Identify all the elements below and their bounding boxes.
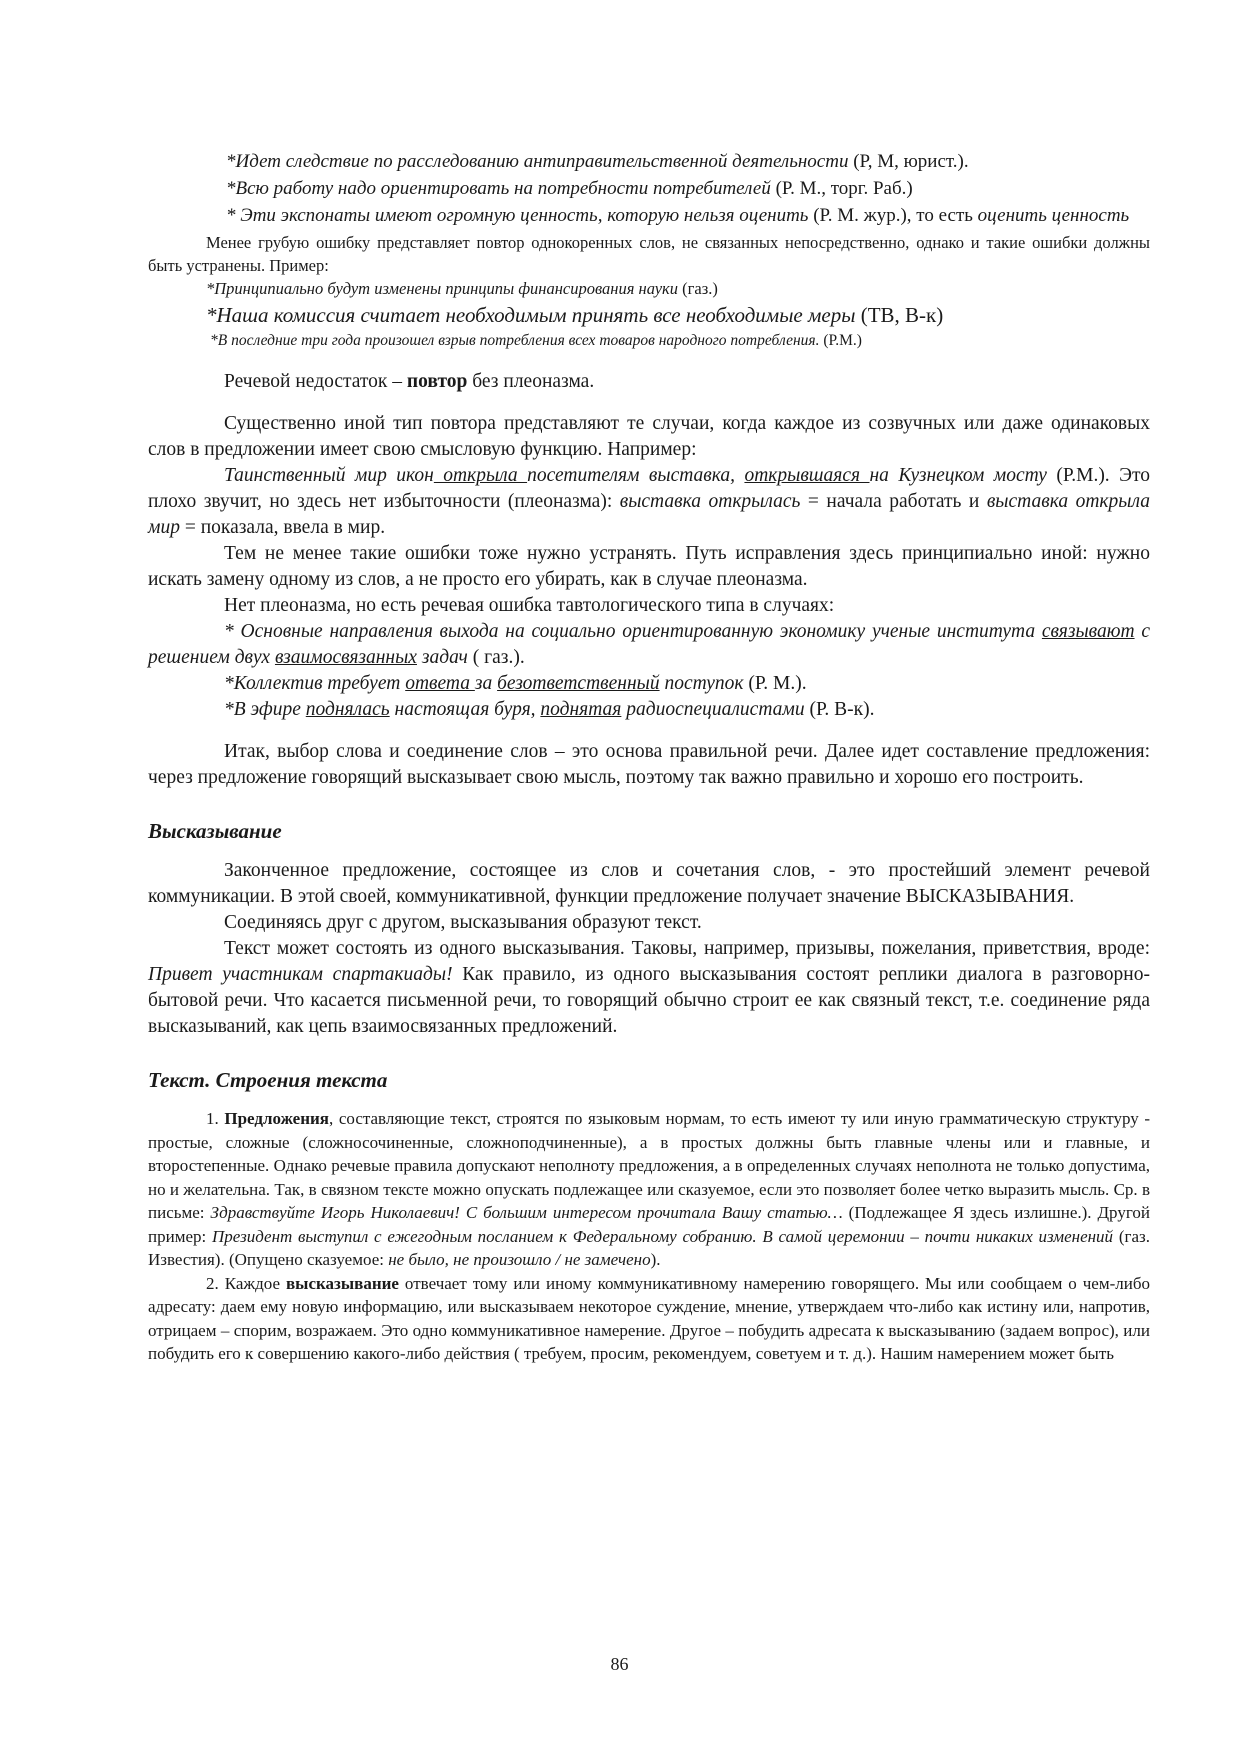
defect-line: Речевой недостаток – повтор без плеоназма. (224, 371, 595, 392)
section-heading: Текст. Строения текста (148, 1068, 388, 1092)
example-line: *В последние три года произошел взрыв потребления всех товаров народного потребления. (Р.М.) (210, 332, 862, 349)
paragraph: Соединяясь друг с другом, высказывания образуют текст. (224, 912, 702, 933)
example-line: *Всю работу надо ориентировать на потребности потребителей (Р. М., торг. Раб.) (226, 178, 913, 199)
paragraph: 1. Предложения, составляющие текст, строятся по языковым нормам, то есть имеют ту или иную грамматическую структуру - простые, сложные (сложносочиненные, сложноподчиненные), а в простых должны быть главные члены или и главные, и второстепенные. Однако речевые правила допускают неполноту предложения, а в определенных случаях неполнота не только допустима, но и желательна. Так, в связном тексте можно опускать подлежащее или сказуемое, если это позволяет более четко выразить мысль. Ср. в письме: Здравствуйте Игорь Николаевич! С большим интересом прочитала Вашу статью… (Подлежащее Я здесь излишне.). Другой пример: Президент выступил с ежегодным посланием к Федеральному собранию. В самой церемонии – почти никаких изменений (газ. Известия). (Опущено сказуемое: не было, не произошло / не замечено). (148, 1109, 1151, 1269)
paragraph: Таинственный мир икон открыла посетителям выставка, открывшаяся на Кузнецком мосту (Р.М.). Это плохо звучит, но здесь нет избыточности (плеоназма): выставка открылась = начала работать и выставка открыла мир = показала, ввела в мир. (148, 465, 1150, 538)
paragraph: Законченное предложение, состоящее из слов и сочетания слов, - это простейший элемент речевой коммуникации. В этой своей, коммуникативной, функции предложение получает значение ВЫСКАЗЫВАНИЯ. (148, 860, 1150, 907)
page-number: 86 (610, 1654, 629, 1674)
example-line: * Основные направления выхода на социально ориентированную экономику ученые института связывают с решением двух взаимосвязанных задач ( газ.). (148, 621, 1151, 668)
example-line: *Идет следствие по расследованию антиправительственной деятельности (Р, М, юрист.). (226, 151, 969, 172)
paragraph: Тем не менее такие ошибки тоже нужно устранять. Путь исправления здесь принципиально иной: нужно искать замену одному из слов, а не просто его убирать, как в случае плеоназма. (148, 543, 1150, 590)
paragraph: 2. Каждое высказывание отвечает тому или иному коммуникативному намерению говорящего. Мы или сообщаем о чем-либо адресату: даем ему новую информацию, или высказываем некоторое суждение, мнение, утверждаем что-либо как истину или, напротив, отрицаем – спорим, возражаем. Это одно коммуникативное намерение. Другое – побудить адресата к высказыванию (задаем вопрос), или побудить его к совершению какого-либо действия ( требуем, просим, рекомендуем, советуем и т. д.). Нашим намерением может быть (148, 1273, 1150, 1363)
example-line: *Коллектив требует ответа за безответственный поступок (Р. М.). (224, 673, 807, 694)
paragraph: Нет плеоназма, но есть речевая ошибка тавтологического типа в случаях: (224, 595, 835, 616)
example-line: * Эти экспонаты имеют огромную ценность, которую нельзя оценить (Р. М. жур.), то есть оценить ценность (226, 205, 1130, 226)
example-line: *Наша комиссия считает необходимым принять все необходимые меры (ТВ, В-к) (206, 303, 944, 327)
paragraph: Итак, выбор слова и соединение слов – это основа правильной речи. Далее идет составление предложения: через предложение говорящий высказывает свою мысль, поэтому так важно правильно и хорошо его построить. (148, 741, 1150, 788)
section-heading: Высказывание (148, 819, 282, 843)
note-paragraph: Менее грубую ошибку представляет повтор однокоренных слов, не связанных непосредственно, однако и такие ошибки должны быть устранены. Пример: (148, 233, 1150, 275)
paragraph: Существенно иной тип повтора представляют те случаи, когда каждое из созвучных или даже одинаковых слов в предложении имеет свою смысловую функцию. Например: (148, 413, 1150, 460)
example-line: *Принципиально будут изменены принципы финансирования науки (газ.) (206, 279, 718, 298)
paragraph: Текст может состоять из одного высказывания. Таковы, например, призывы, пожелания, приветствия, вроде: Привет участникам спартакиады! Как правило, из одного высказывания состоят реплики диалога в разговорно-бытовой речи. Что касается письменной речи, то говорящий обычно строит ее как связный текст, т.е. соединение ряда высказываний, как цепь взаимосвязанных предложений. (148, 938, 1150, 1037)
document-page (148, 148, 1150, 1366)
example-line: *В эфире поднялась настоящая буря, поднятая радиоспециалистами (Р. В-к). (224, 699, 875, 720)
